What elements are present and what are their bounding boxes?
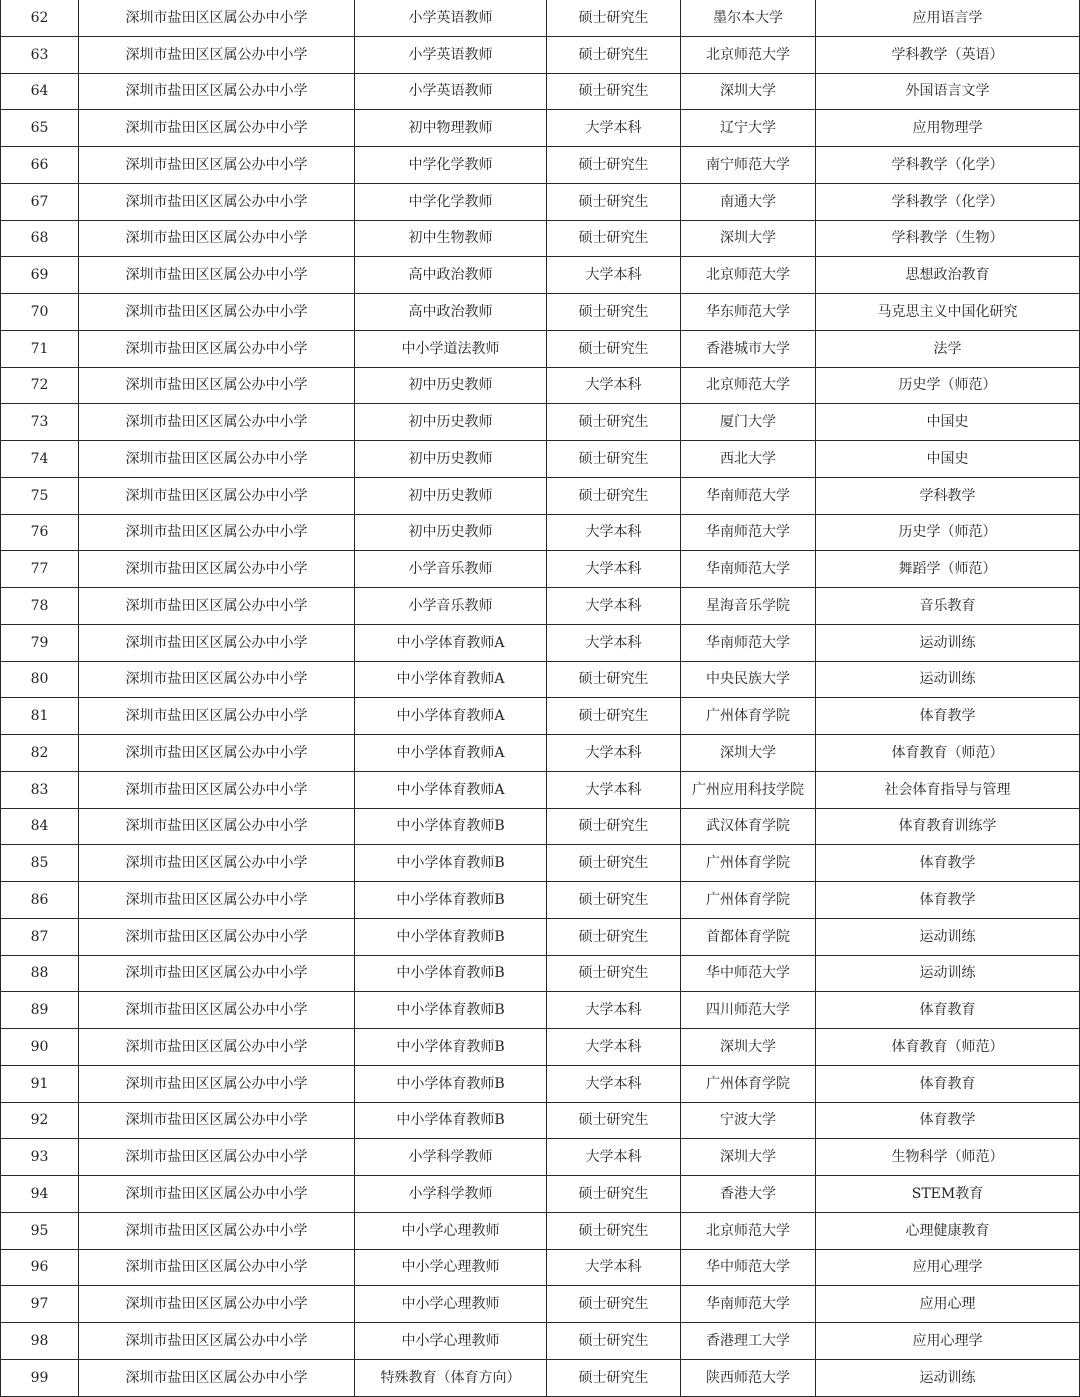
cell-index: 98 bbox=[1, 1323, 79, 1360]
table-row bbox=[1, 73, 1080, 110]
cell-position: 中小学体育教师A bbox=[355, 661, 547, 698]
cell-index: 70 bbox=[1, 294, 79, 331]
cell-position: 初中生物教师 bbox=[355, 220, 547, 257]
cell-degree: 硕士研究生 bbox=[547, 0, 681, 36]
cell-employer: 深圳市盐田区区属公办中小学 bbox=[79, 771, 355, 808]
cell-index: 90 bbox=[1, 1029, 79, 1066]
cell-major: 心理健康教育 bbox=[816, 1212, 1080, 1249]
cell-position: 中小学体育教师B bbox=[355, 808, 547, 845]
cell-position: 小学科学教师 bbox=[355, 1139, 547, 1176]
table-row bbox=[1, 771, 1080, 808]
cell-employer: 深圳市盐田区区属公办中小学 bbox=[79, 1212, 355, 1249]
cell-university: 广州体育学院 bbox=[681, 882, 816, 919]
cell-university: 北京师范大学 bbox=[681, 1212, 816, 1249]
cell-university: 香港大学 bbox=[681, 1176, 816, 1213]
cell-degree: 大学本科 bbox=[547, 1139, 681, 1176]
cell-employer: 深圳市盐田区区属公办中小学 bbox=[79, 624, 355, 661]
cell-major: 体育教学 bbox=[816, 1102, 1080, 1139]
cell-university: 香港城市大学 bbox=[681, 330, 816, 367]
cell-position: 初中物理教师 bbox=[355, 110, 547, 147]
cell-major: 体育教育（师范） bbox=[816, 1029, 1080, 1066]
cell-university: 广州应用科技学院 bbox=[681, 771, 816, 808]
cell-university: 华中师范大学 bbox=[681, 1249, 816, 1286]
cell-major: 学科教学（英语） bbox=[816, 36, 1080, 73]
cell-employer: 深圳市盐田区区属公办中小学 bbox=[79, 220, 355, 257]
cell-degree: 硕士研究生 bbox=[547, 1359, 681, 1396]
table-row bbox=[1, 918, 1080, 955]
table-row bbox=[1, 1139, 1080, 1176]
table-body bbox=[1, 0, 1080, 1396]
cell-employer: 深圳市盐田区区属公办中小学 bbox=[79, 0, 355, 36]
cell-degree: 硕士研究生 bbox=[547, 477, 681, 514]
cell-university: 华南师范大学 bbox=[681, 551, 816, 588]
cell-index: 68 bbox=[1, 220, 79, 257]
table-row bbox=[1, 183, 1080, 220]
cell-degree: 硕士研究生 bbox=[547, 845, 681, 882]
cell-university: 南宁师范大学 bbox=[681, 147, 816, 184]
cell-employer: 深圳市盐田区区属公办中小学 bbox=[79, 1029, 355, 1066]
cell-major: 应用物理学 bbox=[816, 110, 1080, 147]
cell-index: 89 bbox=[1, 992, 79, 1029]
cell-position: 中小学体育教师B bbox=[355, 1065, 547, 1102]
table-row bbox=[1, 0, 1080, 36]
cell-major: 运动训练 bbox=[816, 955, 1080, 992]
table-row bbox=[1, 1102, 1080, 1139]
cell-university: 广州体育学院 bbox=[681, 1065, 816, 1102]
table-row bbox=[1, 1065, 1080, 1102]
cell-employer: 深圳市盐田区区属公办中小学 bbox=[79, 661, 355, 698]
cell-degree: 大学本科 bbox=[547, 514, 681, 551]
cell-position: 初中历史教师 bbox=[355, 367, 547, 404]
cell-degree: 硕士研究生 bbox=[547, 147, 681, 184]
cell-index: 83 bbox=[1, 771, 79, 808]
cell-university: 陕西师范大学 bbox=[681, 1359, 816, 1396]
cell-employer: 深圳市盐田区区属公办中小学 bbox=[79, 147, 355, 184]
cell-employer: 深圳市盐田区区属公办中小学 bbox=[79, 73, 355, 110]
cell-index: 84 bbox=[1, 808, 79, 845]
cell-employer: 深圳市盐田区区属公办中小学 bbox=[79, 1359, 355, 1396]
cell-major: 思想政治教育 bbox=[816, 257, 1080, 294]
cell-degree: 大学本科 bbox=[547, 110, 681, 147]
cell-major: 体育教学 bbox=[816, 845, 1080, 882]
table-row bbox=[1, 330, 1080, 367]
cell-university: 华中师范大学 bbox=[681, 955, 816, 992]
cell-index: 88 bbox=[1, 955, 79, 992]
cell-position: 初中历史教师 bbox=[355, 514, 547, 551]
cell-index: 97 bbox=[1, 1286, 79, 1323]
cell-index: 94 bbox=[1, 1176, 79, 1213]
cell-index: 76 bbox=[1, 514, 79, 551]
cell-degree: 大学本科 bbox=[547, 367, 681, 404]
cell-degree: 硕士研究生 bbox=[547, 183, 681, 220]
table-row bbox=[1, 367, 1080, 404]
cell-degree: 硕士研究生 bbox=[547, 220, 681, 257]
cell-position: 中学化学教师 bbox=[355, 147, 547, 184]
table-row bbox=[1, 661, 1080, 698]
cell-degree: 硕士研究生 bbox=[547, 955, 681, 992]
cell-employer: 深圳市盐田区区属公办中小学 bbox=[79, 1323, 355, 1360]
cell-university: 星海音乐学院 bbox=[681, 588, 816, 625]
cell-major: 历史学（师范） bbox=[816, 514, 1080, 551]
cell-employer: 深圳市盐田区区属公办中小学 bbox=[79, 845, 355, 882]
cell-degree: 大学本科 bbox=[547, 1029, 681, 1066]
cell-index: 75 bbox=[1, 477, 79, 514]
cell-university: 广州体育学院 bbox=[681, 845, 816, 882]
cell-university: 南通大学 bbox=[681, 183, 816, 220]
cell-degree: 硕士研究生 bbox=[547, 1102, 681, 1139]
cell-index: 69 bbox=[1, 257, 79, 294]
cell-position: 中小学体育教师B bbox=[355, 845, 547, 882]
cell-degree: 大学本科 bbox=[547, 992, 681, 1029]
cell-major: 应用心理学 bbox=[816, 1323, 1080, 1360]
cell-university: 深圳大学 bbox=[681, 1029, 816, 1066]
cell-position: 中小学体育教师B bbox=[355, 992, 547, 1029]
cell-position: 小学英语教师 bbox=[355, 0, 547, 36]
cell-index: 66 bbox=[1, 147, 79, 184]
cell-university: 深圳大学 bbox=[681, 73, 816, 110]
cell-employer: 深圳市盐田区区属公办中小学 bbox=[79, 514, 355, 551]
cell-index: 64 bbox=[1, 73, 79, 110]
cell-university: 宁波大学 bbox=[681, 1102, 816, 1139]
cell-university: 香港理工大学 bbox=[681, 1323, 816, 1360]
cell-major: 学科教学 bbox=[816, 477, 1080, 514]
cell-degree: 大学本科 bbox=[547, 257, 681, 294]
cell-university: 华南师范大学 bbox=[681, 514, 816, 551]
cell-index: 91 bbox=[1, 1065, 79, 1102]
cell-degree: 硕士研究生 bbox=[547, 1323, 681, 1360]
table-row bbox=[1, 1029, 1080, 1066]
cell-index: 73 bbox=[1, 404, 79, 441]
cell-university: 广州体育学院 bbox=[681, 698, 816, 735]
cell-position: 中小学体育教师B bbox=[355, 1029, 547, 1066]
table-row bbox=[1, 624, 1080, 661]
cell-position: 中小学心理教师 bbox=[355, 1286, 547, 1323]
table-row bbox=[1, 588, 1080, 625]
cell-index: 71 bbox=[1, 330, 79, 367]
cell-degree: 大学本科 bbox=[547, 771, 681, 808]
cell-university: 深圳大学 bbox=[681, 1139, 816, 1176]
table-row bbox=[1, 404, 1080, 441]
cell-university: 墨尔本大学 bbox=[681, 0, 816, 36]
cell-position: 初中历史教师 bbox=[355, 441, 547, 478]
cell-degree: 大学本科 bbox=[547, 588, 681, 625]
cell-university: 北京师范大学 bbox=[681, 36, 816, 73]
cell-degree: 硕士研究生 bbox=[547, 36, 681, 73]
cell-index: 77 bbox=[1, 551, 79, 588]
cell-index: 81 bbox=[1, 698, 79, 735]
cell-major: 学科教学（化学） bbox=[816, 183, 1080, 220]
table-row bbox=[1, 514, 1080, 551]
cell-employer: 深圳市盐田区区属公办中小学 bbox=[79, 955, 355, 992]
cell-position: 中小学体育教师B bbox=[355, 918, 547, 955]
table-row bbox=[1, 698, 1080, 735]
cell-position: 中小学体育教师B bbox=[355, 882, 547, 919]
cell-employer: 深圳市盐田区区属公办中小学 bbox=[79, 183, 355, 220]
cell-employer: 深圳市盐田区区属公办中小学 bbox=[79, 1286, 355, 1323]
cell-degree: 硕士研究生 bbox=[547, 73, 681, 110]
cell-index: 87 bbox=[1, 918, 79, 955]
cell-degree: 硕士研究生 bbox=[547, 698, 681, 735]
cell-university: 深圳大学 bbox=[681, 220, 816, 257]
cell-position: 中小学体育教师A bbox=[355, 735, 547, 772]
cell-index: 95 bbox=[1, 1212, 79, 1249]
cell-major: 应用语言学 bbox=[816, 0, 1080, 36]
cell-index: 65 bbox=[1, 110, 79, 147]
cell-employer: 深圳市盐田区区属公办中小学 bbox=[79, 882, 355, 919]
table-row bbox=[1, 110, 1080, 147]
cell-employer: 深圳市盐田区区属公办中小学 bbox=[79, 257, 355, 294]
cell-university: 武汉体育学院 bbox=[681, 808, 816, 845]
cell-university: 西北大学 bbox=[681, 441, 816, 478]
cell-position: 中小学心理教师 bbox=[355, 1212, 547, 1249]
cell-position: 中小学道法教师 bbox=[355, 330, 547, 367]
cell-degree: 硕士研究生 bbox=[547, 294, 681, 331]
cell-employer: 深圳市盐田区区属公办中小学 bbox=[79, 918, 355, 955]
cell-degree: 大学本科 bbox=[547, 735, 681, 772]
cell-index: 67 bbox=[1, 183, 79, 220]
cell-index: 72 bbox=[1, 367, 79, 404]
cell-index: 93 bbox=[1, 1139, 79, 1176]
cell-index: 99 bbox=[1, 1359, 79, 1396]
cell-position: 小学科学教师 bbox=[355, 1176, 547, 1213]
cell-major: 体育教学 bbox=[816, 698, 1080, 735]
cell-position: 高中政治教师 bbox=[355, 257, 547, 294]
table-row bbox=[1, 1212, 1080, 1249]
cell-position: 小学英语教师 bbox=[355, 73, 547, 110]
cell-degree: 大学本科 bbox=[547, 624, 681, 661]
cell-employer: 深圳市盐田区区属公办中小学 bbox=[79, 551, 355, 588]
cell-university: 华南师范大学 bbox=[681, 624, 816, 661]
cell-employer: 深圳市盐田区区属公办中小学 bbox=[79, 1102, 355, 1139]
cell-major: 学科教学（化学） bbox=[816, 147, 1080, 184]
table-row bbox=[1, 845, 1080, 882]
table-row bbox=[1, 147, 1080, 184]
cell-index: 74 bbox=[1, 441, 79, 478]
cell-position: 小学音乐教师 bbox=[355, 588, 547, 625]
cell-employer: 深圳市盐田区区属公办中小学 bbox=[79, 404, 355, 441]
cell-major: 历史学（师范） bbox=[816, 367, 1080, 404]
cell-degree: 大学本科 bbox=[547, 1249, 681, 1286]
cell-degree: 硕士研究生 bbox=[547, 808, 681, 845]
cell-position: 初中历史教师 bbox=[355, 404, 547, 441]
cell-major: 运动训练 bbox=[816, 1359, 1080, 1396]
cell-index: 78 bbox=[1, 588, 79, 625]
cell-major: 体育教育训练学 bbox=[816, 808, 1080, 845]
cell-degree: 硕士研究生 bbox=[547, 441, 681, 478]
cell-index: 82 bbox=[1, 735, 79, 772]
cell-degree: 硕士研究生 bbox=[547, 330, 681, 367]
table-row bbox=[1, 955, 1080, 992]
cell-university: 首都体育学院 bbox=[681, 918, 816, 955]
cell-major: 中国史 bbox=[816, 441, 1080, 478]
table-row bbox=[1, 257, 1080, 294]
table-row bbox=[1, 1286, 1080, 1323]
cell-university: 厦门大学 bbox=[681, 404, 816, 441]
cell-major: 运动训练 bbox=[816, 661, 1080, 698]
cell-major: 音乐教育 bbox=[816, 588, 1080, 625]
cell-university: 四川师范大学 bbox=[681, 992, 816, 1029]
table-row bbox=[1, 220, 1080, 257]
table-row bbox=[1, 1176, 1080, 1213]
cell-degree: 硕士研究生 bbox=[547, 1176, 681, 1213]
cell-employer: 深圳市盐田区区属公办中小学 bbox=[79, 36, 355, 73]
cell-university: 华南师范大学 bbox=[681, 1286, 816, 1323]
cell-index: 92 bbox=[1, 1102, 79, 1139]
table-row bbox=[1, 1249, 1080, 1286]
cell-position: 中小学体育教师A bbox=[355, 771, 547, 808]
cell-major: 社会体育指导与管理 bbox=[816, 771, 1080, 808]
table-row bbox=[1, 477, 1080, 514]
cell-major: 运动训练 bbox=[816, 918, 1080, 955]
table-row bbox=[1, 882, 1080, 919]
cell-position: 中小学体育教师A bbox=[355, 624, 547, 661]
table-row bbox=[1, 294, 1080, 331]
table-row bbox=[1, 808, 1080, 845]
cell-university: 辽宁大学 bbox=[681, 110, 816, 147]
cell-position: 特殊教育（体育方向） bbox=[355, 1359, 547, 1396]
cell-index: 85 bbox=[1, 845, 79, 882]
cell-major: 法学 bbox=[816, 330, 1080, 367]
cell-employer: 深圳市盐田区区属公办中小学 bbox=[79, 1139, 355, 1176]
cell-degree: 大学本科 bbox=[547, 1065, 681, 1102]
cell-position: 中小学心理教师 bbox=[355, 1249, 547, 1286]
cell-university: 北京师范大学 bbox=[681, 367, 816, 404]
cell-major: 体育教育（师范） bbox=[816, 735, 1080, 772]
cell-index: 62 bbox=[1, 0, 79, 36]
table-row bbox=[1, 1323, 1080, 1360]
cell-degree: 硕士研究生 bbox=[547, 1286, 681, 1323]
cell-employer: 深圳市盐田区区属公办中小学 bbox=[79, 735, 355, 772]
cell-employer: 深圳市盐田区区属公办中小学 bbox=[79, 1065, 355, 1102]
cell-major: 运动训练 bbox=[816, 624, 1080, 661]
cell-employer: 深圳市盐田区区属公办中小学 bbox=[79, 110, 355, 147]
cell-degree: 硕士研究生 bbox=[547, 1212, 681, 1249]
cell-employer: 深圳市盐田区区属公办中小学 bbox=[79, 294, 355, 331]
cell-degree: 硕士研究生 bbox=[547, 882, 681, 919]
cell-index: 79 bbox=[1, 624, 79, 661]
cell-index: 63 bbox=[1, 36, 79, 73]
cell-position: 中小学体育教师B bbox=[355, 1102, 547, 1139]
cell-employer: 深圳市盐田区区属公办中小学 bbox=[79, 588, 355, 625]
cell-university: 华东师范大学 bbox=[681, 294, 816, 331]
cell-major: 体育教育 bbox=[816, 1065, 1080, 1102]
cell-employer: 深圳市盐田区区属公办中小学 bbox=[79, 808, 355, 845]
cell-major: 学科教学（生物） bbox=[816, 220, 1080, 257]
cell-index: 96 bbox=[1, 1249, 79, 1286]
cell-university: 中央民族大学 bbox=[681, 661, 816, 698]
cell-major: 应用心理学 bbox=[816, 1249, 1080, 1286]
cell-university: 深圳大学 bbox=[681, 735, 816, 772]
cell-position: 中学化学教师 bbox=[355, 183, 547, 220]
cell-employer: 深圳市盐田区区属公办中小学 bbox=[79, 477, 355, 514]
cell-index: 80 bbox=[1, 661, 79, 698]
cell-major: 体育教学 bbox=[816, 882, 1080, 919]
cell-position: 高中政治教师 bbox=[355, 294, 547, 331]
cell-position: 中小学体育教师B bbox=[355, 955, 547, 992]
table-row bbox=[1, 551, 1080, 588]
cell-university: 北京师范大学 bbox=[681, 257, 816, 294]
table-row bbox=[1, 992, 1080, 1029]
cell-position: 中小学体育教师A bbox=[355, 698, 547, 735]
cell-position: 初中历史教师 bbox=[355, 477, 547, 514]
cell-employer: 深圳市盐田区区属公办中小学 bbox=[79, 330, 355, 367]
cell-major: 外国语言文学 bbox=[816, 73, 1080, 110]
cell-major: 舞蹈学（师范） bbox=[816, 551, 1080, 588]
cell-employer: 深圳市盐田区区属公办中小学 bbox=[79, 367, 355, 404]
cell-degree: 大学本科 bbox=[547, 551, 681, 588]
table-row bbox=[1, 735, 1080, 772]
cell-degree: 硕士研究生 bbox=[547, 404, 681, 441]
cell-major: 应用心理 bbox=[816, 1286, 1080, 1323]
cell-major: 体育教育 bbox=[816, 992, 1080, 1029]
cell-major: 中国史 bbox=[816, 404, 1080, 441]
cell-employer: 深圳市盐田区区属公办中小学 bbox=[79, 441, 355, 478]
cell-major: 马克思主义中国化研究 bbox=[816, 294, 1080, 331]
cell-employer: 深圳市盐田区区属公办中小学 bbox=[79, 992, 355, 1029]
cell-employer: 深圳市盐田区区属公办中小学 bbox=[79, 698, 355, 735]
cell-employer: 深圳市盐田区区属公办中小学 bbox=[79, 1249, 355, 1286]
cell-position: 中小学心理教师 bbox=[355, 1323, 547, 1360]
cell-position: 小学英语教师 bbox=[355, 36, 547, 73]
cell-index: 86 bbox=[1, 882, 79, 919]
table-row bbox=[1, 1359, 1080, 1396]
cell-major: STEM教育 bbox=[816, 1176, 1080, 1213]
cell-university: 华南师范大学 bbox=[681, 477, 816, 514]
cell-degree: 硕士研究生 bbox=[547, 918, 681, 955]
cell-employer: 深圳市盐田区区属公办中小学 bbox=[79, 1176, 355, 1213]
table-row bbox=[1, 441, 1080, 478]
table-row bbox=[1, 36, 1080, 73]
cell-major: 生物科学（师范） bbox=[816, 1139, 1080, 1176]
cell-degree: 硕士研究生 bbox=[547, 661, 681, 698]
cell-position: 小学音乐教师 bbox=[355, 551, 547, 588]
